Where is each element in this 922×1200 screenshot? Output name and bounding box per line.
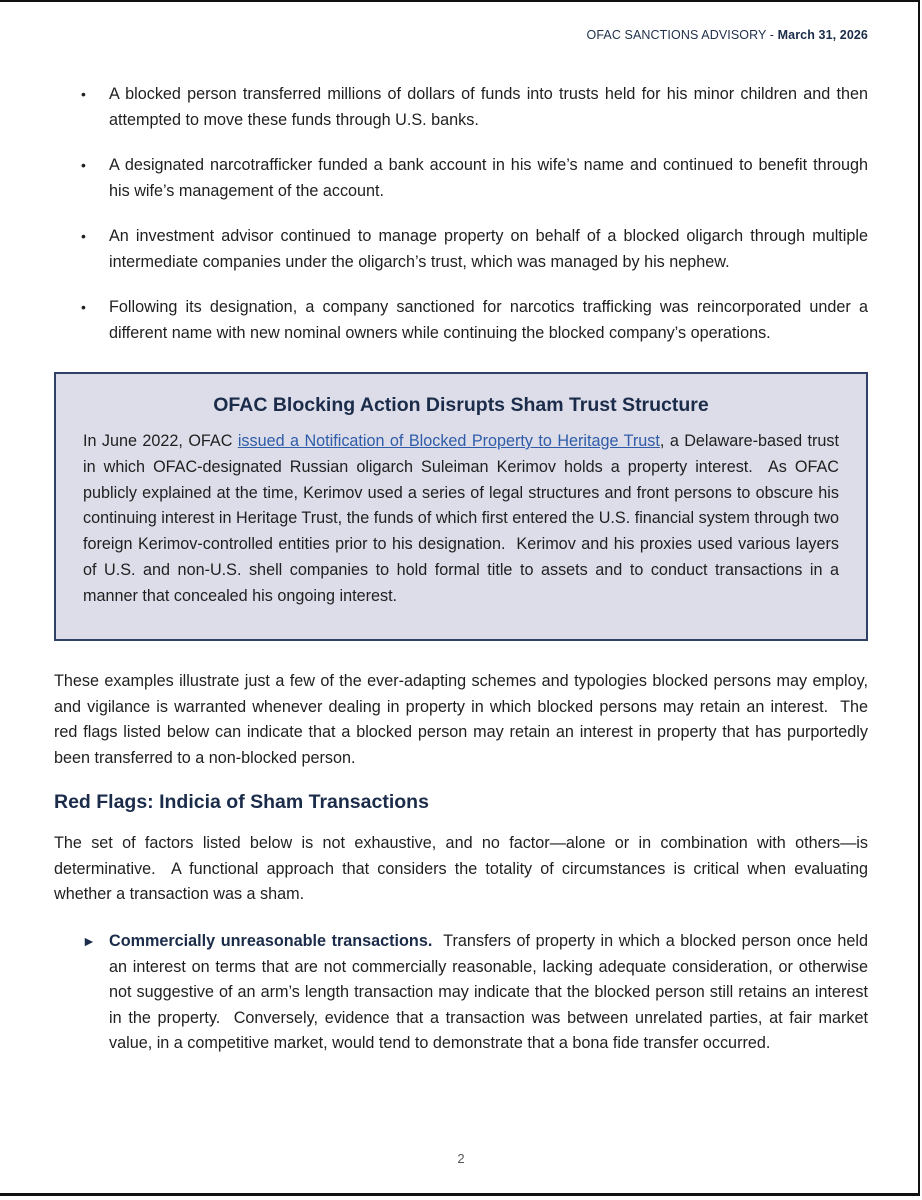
red-flag-item-text: Transfers of property in which a blocked person once held an interest on terms that are not commercially reasonable, lacking adequate consideration, or otherwise not suggestive of an arm’s length transaction may indicate that the blocked person still retains an interest in the property. Conversely, evidence that a transaction was between unrelated parties, at fair market value, in a competitive market, would tend to demonstrate that a bona fide transfer occurred. <box>109 932 873 1052</box>
callout-text-before-link: In June 2022, OFAC <box>83 432 238 450</box>
list-item-text: A designated narcotrafficker funded a bank account in his wife’s name and continued to benefit through his wife’s management of the account. <box>109 156 868 200</box>
list-item <box>54 82 868 133</box>
list-item-text: An investment advisor continued to manage property on behalf of a blocked oligarch through multiple intermediate companies under the oligarch’s trust, which was managed by his nephew. <box>109 227 868 271</box>
callout-box <box>54 372 868 641</box>
example-bullet-list <box>54 82 868 366</box>
callout-text <box>83 429 844 610</box>
bullet-icon: • <box>81 86 86 102</box>
list-item-text: A blocked person transferred millions of dollars of funds into trusts held for his minor children and then attempted to move these funds through U.S. banks. <box>109 85 868 129</box>
red-flags-heading: Red Flags: Indicia of Sham Transactions <box>54 791 429 813</box>
header-title: OFAC SANCTIONS ADVISORY <box>586 28 767 42</box>
list-item <box>54 224 868 275</box>
arrow-right-icon: ► <box>82 933 96 949</box>
header-date: March 31, 2026 <box>777 28 868 42</box>
callout-text-after-link: , a Delaware-based trust in which OFAC-designated Russian oligarch Suleiman Kerimov holds a property interest. As OFAC publicly explained at the time, Kerimov used a series of legal structures and front persons to obscure his continuing interest in Heritage Trust, the funds of which first entered the U.S. financial system through two foreign Kerimov-controlled entities prior to his designation. Kerimov and his proxies used various layers of U.S. and non-U.S. shell companies to hold formal title to assets and to conduct transactions in a manner that concealed his ongoing interest. <box>83 432 844 605</box>
examples-paragraph: These examples illustrate just a few of the ever-adapting schemes and typologies blocked persons may employ, and vigilance is warranted whenever dealing in property in which blocked persons may retain an interest. The red flags listed below can indicate that a blocked person may retain an interest in property that has purportedly been transferred to a non-blocked person. <box>54 672 873 767</box>
bullet-icon: • <box>81 157 86 173</box>
callout-title: OFAC Blocking Action Disrupts Sham Trust Structure <box>213 394 709 416</box>
heritage-trust-link[interactable]: issued a Notification of Blocked Property to Heritage Trust <box>237 432 660 450</box>
list-item-text: Following its designation, a company sanctioned for narcotics trafficking was reincorporated under a different name with new nominal owners while continuing the blocked company’s operations. <box>109 298 868 342</box>
running-header <box>587 28 868 42</box>
list-item <box>54 153 868 204</box>
header-separator: - <box>766 28 778 42</box>
red-flag-item-title: Commercially unreasonable transactions. <box>109 932 433 950</box>
bullet-icon: • <box>81 299 86 315</box>
list-item <box>54 295 868 346</box>
red-flags-intro: The set of factors listed below is not exhaustive, and no factor—alone or in combination with others—is determinative. A functional approach that considers the totality of circumstances is critical when evaluating whether a transaction was a sham. <box>54 834 873 903</box>
page-number: 2 <box>457 1151 465 1166</box>
bullet-icon: • <box>81 228 86 244</box>
red-flag-item <box>54 929 873 1057</box>
